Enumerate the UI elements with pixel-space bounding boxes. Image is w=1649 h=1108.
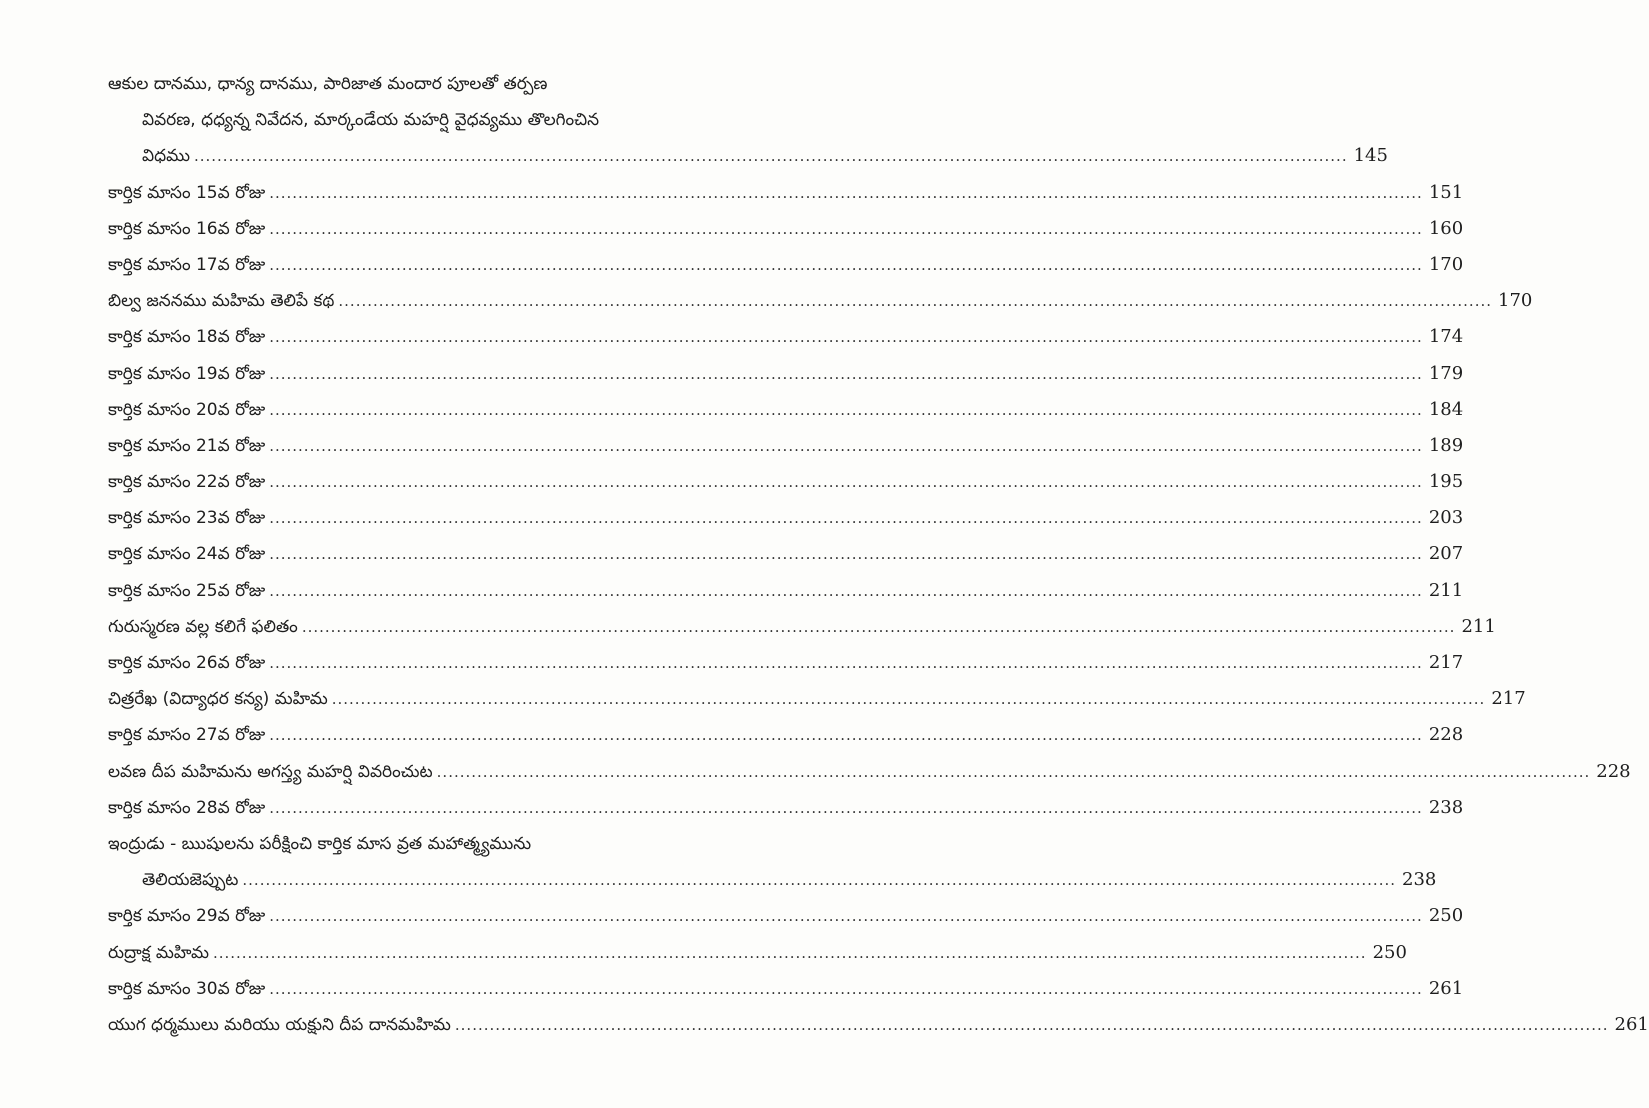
toc-entry (108, 536, 1464, 572)
toc-page-number: 174 (1428, 326, 1464, 348)
toc-entry (108, 717, 1464, 753)
toc-page-number: 261 (1614, 1013, 1649, 1035)
toc-entry-title: కార్తిక మాసం 18వ రోజు (108, 327, 266, 348)
toc-entry-line (108, 428, 1464, 464)
dot-leader: ........................................................................................................................................................................................................ (269, 907, 1423, 926)
toc-entry-title: గురుస్మరణ వల్ల కలిగే ఫలితం (108, 616, 298, 637)
toc-page-number: 238 (1402, 869, 1437, 891)
toc-entry (108, 66, 1388, 175)
toc-entry-line (108, 754, 1631, 790)
dot-leader: ........................................................................................................................................................................................................ (269, 979, 1423, 998)
toc-entry (108, 500, 1464, 536)
dot-leader: ........................................................................................................................................................................................................ (269, 436, 1423, 455)
toc-entry (108, 935, 1407, 971)
toc-page-number: 211 (1428, 579, 1464, 601)
toc-entry-line (108, 102, 704, 138)
toc-entry-line (108, 175, 1464, 211)
toc-entry-line (108, 790, 1464, 826)
dot-leader: ........................................................................................................................................................................................................ (269, 654, 1423, 672)
toc-page-number: 151 (1428, 181, 1464, 203)
toc-entry-title: కార్తిక మాసం 16వ రోజు (108, 218, 266, 239)
dot-leader: ........................................................................................................................................................................................................ (436, 762, 1591, 781)
toc-page-number: 228 (1596, 760, 1631, 782)
toc-entry-title: కార్తిక మాసం 28వ రోజు (108, 797, 266, 818)
dot-leader: ........................................................................................................................................................................................................ (269, 509, 1423, 528)
toc-entry (108, 898, 1464, 934)
toc-entry-title: ఆకుల దానము, ధాన్య దానము, పారిజాత మందార పూలతో తర్పణ (108, 74, 548, 94)
toc-entry-title: కార్తిక మాసం 25వ రోజు (108, 580, 266, 601)
dot-leader: ........................................................................................................................................................................................................ (269, 400, 1423, 419)
toc-entry-line (108, 573, 1464, 609)
toc-entry-line (108, 1007, 1649, 1043)
toc-entry-line (108, 247, 1464, 283)
toc-entry-line (108, 211, 1464, 247)
toc-entry-line (108, 935, 1407, 971)
toc-entry-line (108, 283, 1533, 319)
toc-entry-title: బిల్వ జననము మహిమ తెలిపే కథ (108, 291, 335, 312)
dot-leader: ........................................................................................................................................................................................................ (269, 798, 1423, 817)
toc-entry-title: చిత్రరేఖ (విద్యాధర కన్య) మహిమ (108, 689, 328, 710)
toc-entry-title: విధము (142, 146, 190, 167)
toc-entry-title: కార్తిక మాసం 26వ రోజు (108, 653, 266, 673)
toc-entry-title: కార్తిక మాసం 22వ రోజు (108, 472, 266, 493)
toc-page-number: 228 (1428, 724, 1464, 746)
toc-entry-title: కార్తిక మాసం 15వ రోజు (108, 182, 266, 203)
toc-entry-title: కార్తిక మాసం 29వ రోజు (108, 906, 266, 927)
toc-entry (108, 645, 1464, 681)
toc-entry-title: యుగ ధర్మములు మరియు యక్షుని దీప దానమహిమ (108, 1014, 451, 1035)
dot-leader: ........................................................................................................................................................................................................ (269, 364, 1423, 383)
toc-entry (108, 754, 1631, 790)
toc-page-number: 170 (1498, 290, 1533, 312)
toc-entry-title: ఇంద్రుడు - ఋషులను పరీక్షించి కార్తిక మాస వ్రత మహాత్మ్యమును (108, 833, 532, 854)
toc-entry (108, 826, 1437, 898)
toc-page-number: 261 (1428, 977, 1464, 999)
toc-entry (108, 609, 1496, 645)
toc-entry-line (108, 681, 1526, 717)
dot-leader: ........................................................................................................................................................................................................ (269, 255, 1423, 274)
toc-entry-line (108, 898, 1464, 934)
dot-leader: ........................................................................................................................................................................................................ (269, 545, 1423, 564)
toc-page-number: 195 (1428, 471, 1464, 493)
dot-leader: ........................................................................................................................................................................................................ (269, 183, 1423, 202)
toc-entry-title: కార్తిక మాసం 20వ రోజు (108, 399, 266, 420)
toc-entry (108, 211, 1464, 247)
toc-page-number: 217 (1428, 652, 1464, 673)
toc-entry-title: కార్తిక మాసం 30వ రోజు (108, 978, 266, 999)
toc-page-number: 184 (1428, 398, 1464, 420)
toc-page-number: 189 (1428, 434, 1464, 456)
toc-entry-line (108, 826, 704, 862)
toc-entry (108, 1007, 1649, 1043)
toc-entry-title: కార్తిక మాసం 17వ రోజు (108, 254, 266, 275)
toc-page-number: 217 (1491, 688, 1526, 710)
toc-entry-title: లవణ దీప మహిమను అగస్త్య మహర్షి వివరించుట (108, 761, 433, 782)
toc-entry-line (108, 319, 1464, 355)
dot-leader: ........................................................................................................................................................................................................ (269, 473, 1423, 492)
toc-entry (108, 573, 1464, 609)
toc-page-number: 170 (1428, 253, 1464, 275)
toc-page-number: 179 (1428, 362, 1464, 384)
toc-entry (108, 681, 1526, 717)
toc-entry (108, 247, 1464, 283)
toc-page-number: 211 (1461, 615, 1496, 637)
dot-leader: ........................................................................................................................................................................................................ (454, 1015, 1609, 1034)
dot-leader: ........................................................................................................................................................................................................ (269, 726, 1423, 745)
toc-entry-line (108, 717, 1464, 753)
toc-entry (108, 464, 1464, 500)
dot-leader: ........................................................................................................................................................................................................ (269, 328, 1423, 347)
toc-entry-line (108, 536, 1464, 572)
toc-entry-title: కార్తిక మాసం 24వ రోజు (108, 544, 266, 565)
toc-page-number: 207 (1428, 543, 1464, 565)
toc-entry (108, 319, 1464, 355)
toc-entry-line (108, 138, 1388, 174)
toc-entry-line (108, 464, 1464, 500)
toc-entry-title: కార్తిక మాసం 19వ రోజు (108, 363, 266, 384)
toc-entry-line (108, 609, 1496, 645)
toc-entry-title: కార్తిక మాసం 23వ రోజు (108, 508, 266, 529)
dot-leader: ........................................................................................................................................................................................................ (269, 219, 1423, 238)
toc-entry-line (108, 356, 1464, 392)
toc-page-number: 250 (1428, 905, 1464, 927)
dot-leader: ........................................................................................................................................................................................................ (269, 581, 1423, 600)
toc-page-number: 145 (1353, 145, 1388, 167)
dot-leader: ........................................................................................................................................................................................................ (338, 292, 1493, 311)
toc-page-number: 160 (1428, 217, 1464, 239)
toc-entry-line (108, 500, 1464, 536)
toc-entry-line (108, 862, 1437, 898)
toc-entry-line (108, 392, 1464, 428)
dot-leader: ........................................................................................................................................................................................................ (212, 943, 1367, 962)
dot-leader: ........................................................................................................................................................................................................ (242, 871, 1397, 890)
toc-entry-line (108, 66, 704, 102)
toc-entry-title: కార్తిక మాసం 21వ రోజు (108, 435, 266, 456)
toc-entry (108, 175, 1464, 211)
toc-entry-line (108, 971, 1464, 1007)
toc-entry-title: తెలియజెప్పుట (142, 870, 239, 891)
toc-entry (108, 356, 1464, 392)
dot-leader: ........................................................................................................................................................................................................ (301, 617, 1456, 636)
toc-entry-title: వివరణ, ధధ్యన్న నివేదన, మార్కండేయ మహర్షి వైధవ్యము తొలగించిన (142, 110, 600, 131)
table-of-contents (108, 66, 1649, 1043)
toc-page-number: 203 (1428, 507, 1464, 529)
toc-page-number: 250 (1372, 941, 1407, 963)
toc-entry-line (108, 645, 1464, 681)
toc-entry-title: కార్తిక మాసం 27వ రోజు (108, 725, 266, 746)
toc-entry (108, 790, 1464, 826)
toc-entry (108, 392, 1464, 428)
toc-entry (108, 971, 1464, 1007)
toc-entry (108, 283, 1533, 319)
toc-entry-title: రుద్రాక్ష మహిమ (108, 942, 209, 963)
dot-leader: ........................................................................................................................................................................................................ (331, 690, 1486, 709)
toc-entry (108, 428, 1464, 464)
dot-leader: ........................................................................................................................................................................................................ (193, 147, 1348, 166)
toc-page-number: 238 (1428, 796, 1464, 818)
